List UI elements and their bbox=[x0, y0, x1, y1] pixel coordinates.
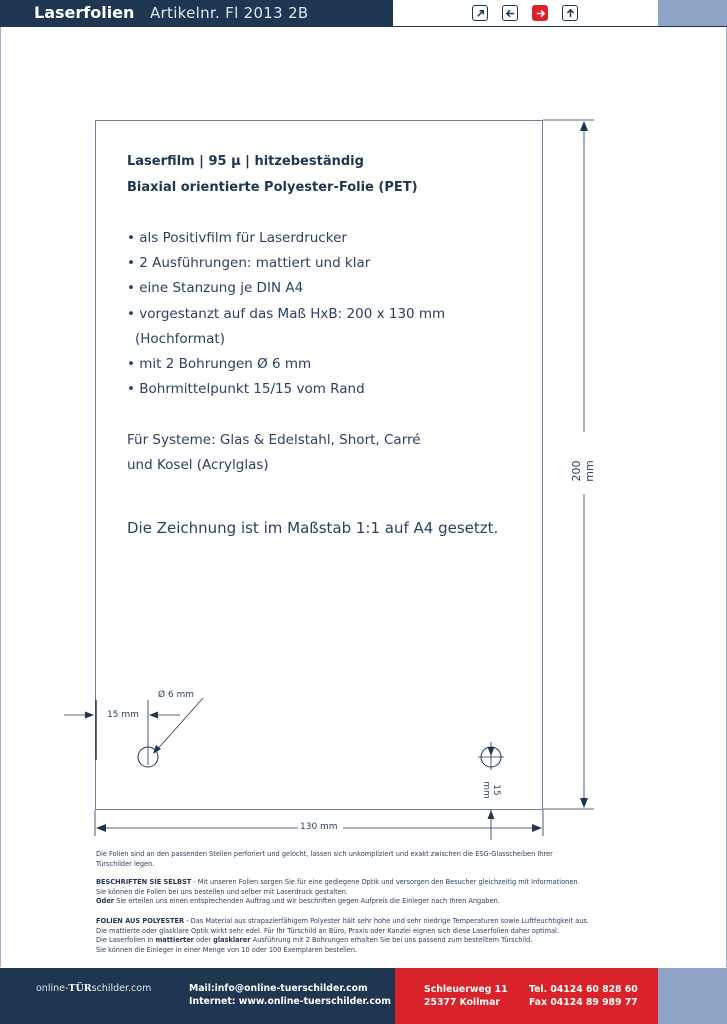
scale-note: Die Zeichnung ist im Maßstab 1:1 auf A4 gesetzt. bbox=[127, 519, 499, 537]
footer-accent bbox=[658, 968, 727, 1024]
bullet-item: • Bohrmittelpunkt 15/15 vom Rand bbox=[127, 381, 365, 397]
fax-number: Fax 04124 89 989 77 bbox=[529, 997, 638, 1008]
info-paragraph-3: FOLIEN AUS POLYESTER - Das Material aus strapazierfähigem Polyester hält sehr hohe und sehr niedrige Temperaturen sowie Luftfeuchtigkeit aus. Die mattierte oder glasklare Optik wirkt sehr edel. Für Ihr Türschild an Büro, Praxis oder Kanzlei eignen sich diese Laserfolien daher optimal. Die Laserfolien in mattierter oder glasklarer Ausführung mit 2 Bohrungen erhalten Sie bei uns passend zum bestelltem Türschild. Sie können die Einleger in einer Menge von 10 oder 100 Exemplaren bestellen. bbox=[96, 917, 589, 954]
heading-material: Biaxial orientierte Polyester-Folie (PET) bbox=[127, 180, 418, 195]
phone-number[interactable]: Tel. 04124 60 828 60 bbox=[529, 984, 638, 995]
address-street: Schleuerweg 11 bbox=[424, 984, 508, 995]
bullet-item: • als Positivfilm für Laserdrucker bbox=[127, 230, 347, 246]
hole-diameter-label: Ø 6 mm bbox=[158, 690, 195, 700]
address-city: 25377 Kollmar bbox=[424, 997, 500, 1008]
article-number: Artikelnr. Fl 2013 2B bbox=[150, 4, 309, 22]
bullet-item: • vorgestanzt auf das Maß HxB: 200 x 130 mm bbox=[127, 306, 446, 322]
margin-bottom-label: 15 mm bbox=[481, 781, 501, 799]
website-link[interactable]: Internet: www.online-tuerschilder.com bbox=[189, 996, 391, 1007]
page-title: Laserfolien bbox=[34, 3, 135, 22]
bullet-item-continued: (Hochformat) bbox=[135, 331, 225, 347]
bullet-item: • mit 2 Bohrungen Ø 6 mm bbox=[127, 356, 312, 372]
info-paragraph-2: BESCHRIFTEN SIE SELBST - Mit unseren Folien sorgen Sie für eine gediegene Optik und versorgen den Besucher gleichzeitig mit Informationen. Sie können die Folien bei uns bestellen und selber mit Laserdruck gestalten. Oder Sie erteilen uns einen entsprechenden Auftrag und wir beschriften gegen Aufpreis die Einleger nach Ihren Angaben. bbox=[96, 878, 580, 906]
systems-line: und Kosel (Acrylglas) bbox=[127, 457, 269, 473]
footer-address-panel bbox=[395, 968, 658, 1024]
margin-left-label: 15 mm bbox=[107, 710, 139, 720]
systems-line: Für Systeme: Glas & Edelstahl, Short, Carré bbox=[127, 432, 421, 448]
bullet-item: • 2 Ausführungen: mattiert und klar bbox=[127, 255, 371, 271]
info-paragraph-1: Die Folien sind an den passenden Stellen perforiert und gelocht, lassen sich unkompliziert und exakt zwischen die ESG-Glasscheiben Ihrer Türschilder legen. bbox=[96, 850, 553, 868]
dimension-height-label: 200 mm bbox=[570, 460, 596, 482]
mail-link[interactable]: Mail:info@online-tuerschilder.com bbox=[189, 983, 368, 994]
brand-logo[interactable]: online-TÜRschilder.com bbox=[36, 983, 152, 994]
bullet-item: • eine Stanzung je DIN A4 bbox=[127, 280, 304, 296]
heading-laserfilm: Laserfilm | 95 µ | hitzebeständig bbox=[127, 154, 364, 169]
dimension-width-label: 130 mm bbox=[300, 822, 338, 832]
